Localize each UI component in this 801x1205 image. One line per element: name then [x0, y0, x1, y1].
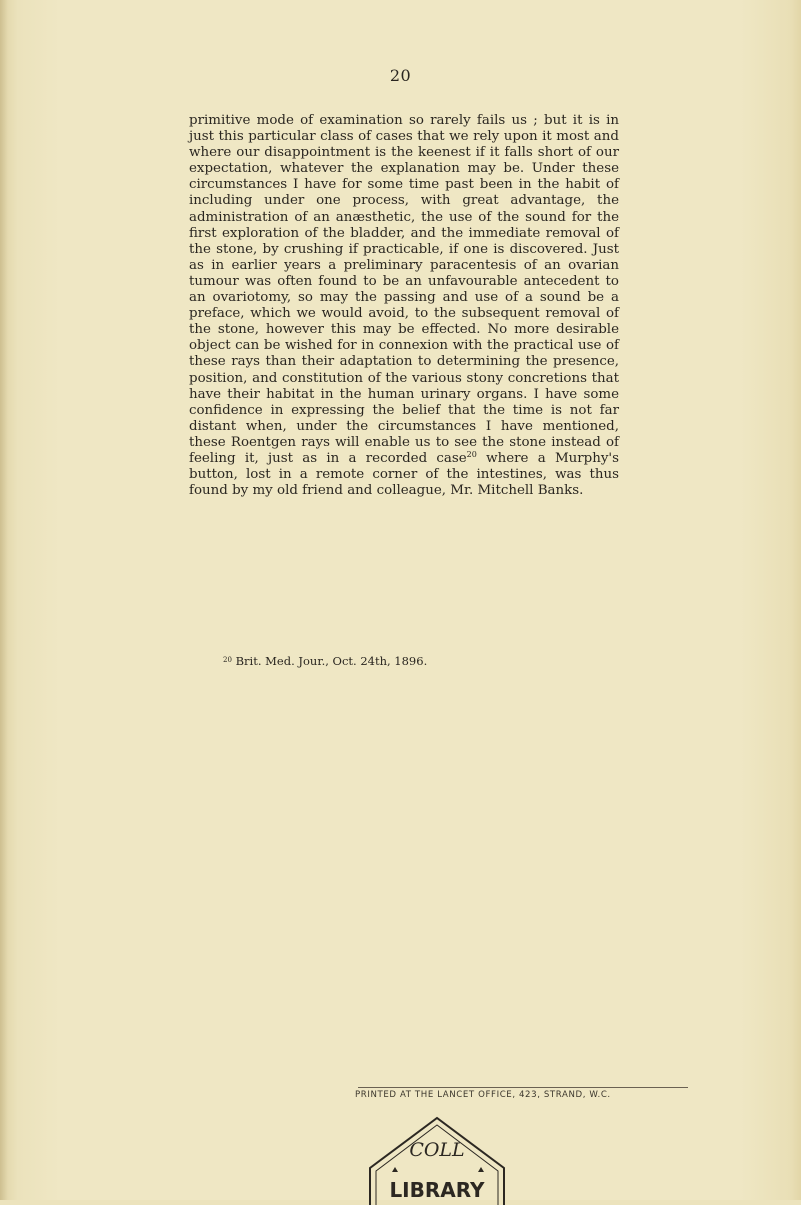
footnote-reference-mark: 20: [466, 449, 477, 459]
body-text-part-1: primitive mode of examination so rarely fails us ; but it is in just this particular class of cases that we rely upon it most and where our disappointment is the keenest if it falls short of our expectation, whatever the explanation may be. Under these circumstances I have for some time past been in the habit of including under one process, with great advantage, the administration of an anæsthetic, the use of the sound for the first exploration of the bladder, and the immediate removal of the stone, by crushing if practicable, if one is discovered. Just as in earlier years a preliminary paracentesis of an ovarian tumour was often found to be an unfavourable antecedent to an ovariotomy, so may the passing and use of a sound be a preface, which we would avoid, to the subsequent removal of the stone, however this may be effected. No more desirable object can be wished for in connexion with the practical use of these rays than their adaptation to determining the presence, position, and constitution of the various stony concretions that have their habitat in the human urinary organs. I have some confidence in expressing the belief that the time is not far distant when, under the circumstances I have mentioned, these Roentgen rays will enable us to see the stone instead of feeling it, just as in a recorded case: [189, 113, 619, 466]
body-paragraph: [189, 113, 619, 499]
page-edge-shadow: [0, 0, 8, 1200]
stamp-library-label: LIBRARY: [389, 1178, 485, 1202]
imprint-divider: [358, 1087, 688, 1088]
printer-imprint: PRINTED AT THE LANCET OFFICE, 423, STRAND, W.C.: [355, 1090, 611, 1100]
body-text-part-2: where a Murphy's button, lost in a remote corner of the intestines, was thus found by my old friend and colleague, Mr. Mitchell Banks.: [189, 450, 619, 499]
library-stamp: [362, 1110, 512, 1205]
footnote-mark: 20: [223, 656, 232, 664]
page-number: 20: [389, 66, 412, 85]
stamp-top-text: COLL: [409, 1139, 465, 1161]
footnote-text: Brit. Med. Jour., Oct. 24th, 1896.: [231, 654, 428, 668]
footnote: [223, 654, 427, 668]
